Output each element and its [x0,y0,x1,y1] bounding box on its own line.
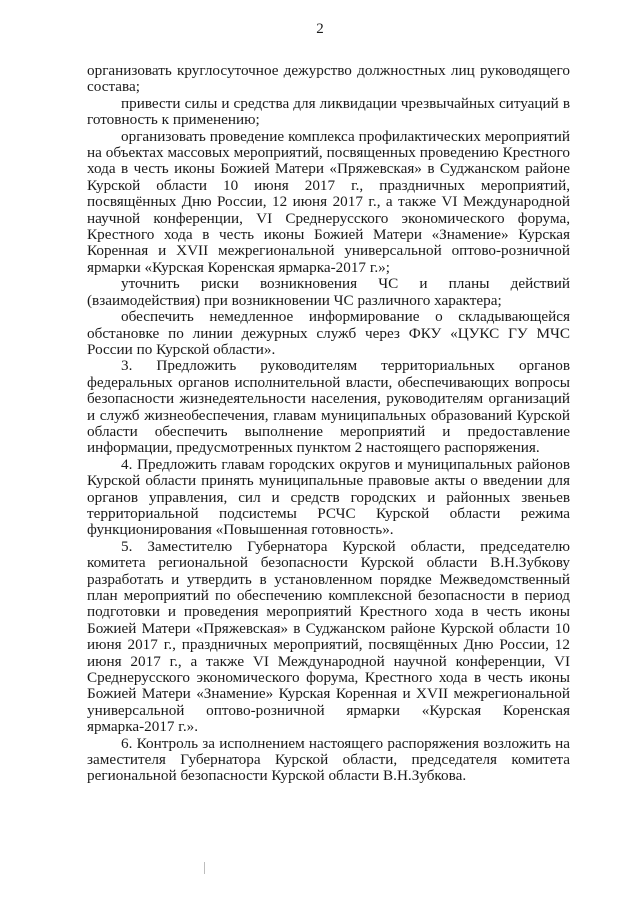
paragraph-forces-readiness: привести силы и средства для ликвидации чрезвычайных ситуаций в готовность к применению; [87,94,570,129]
document-body [87,63,570,785]
scan-artifact-mark [204,862,205,874]
paragraph-preventive-measures: организовать проведение комплекса профилактических мероприятий на объектах массовых мероприятий, посвященных проведению Крестного хода в честь иконы Божией Матери «Пряжевская» в Суджанском районе Курской области 10 июня 2017 г., праздничных мероприятий, посвящённых Дню России, 12 июня 2017 г., а также VI Международной научной конференции, VI Среднерусского экономического форума, Крестного хода в честь иконы Божией Матери «Знамение» Курская Коренная и XVII межрегиональной универсальной оптово-розничной ярмарки «Курская Коренская ярмарка-2017 г.»; [87,127,570,276]
paragraph-duty-organization: организовать круглосуточное дежурство должностных лиц руководящего состава; [87,62,570,96]
paragraph-immediate-informing: обеспечить немедленное информирование о складывающейся обстановке по линии дежурных служб через ФКУ «ЦУКС ГУ МЧС России по Курской области». [87,308,570,358]
paragraph-item-4: 4. Предложить главам городских округов и муниципальных районов Курской области принять муниципальные правовые акты о введении для органов управления, сил и средств городских и районных звеньев территориальной подсистемы РСЧС Курской области режима функционирования «Повышенная готовность». [87,455,570,539]
paragraph-item-5: 5. Заместителю Губернатора Курской области, председателю комитета региональной безопасности Курской области В.Н.Зубкову разработать и утвердить в установленном порядке Межведомственный план мероприятий по обеспечению комплексной безопасности в период подготовки и проведения мероприятий Крестного хода в честь иконы Божией Матери «Пряжевская» в Суджанском районе Курской области 10 июня 2017 г., праздничных мероприятий, посвящённых Дню России, 12 июня 2017 г., а также VI Международной научной конференции, VI Среднерусского экономического форума, Крестного хода в честь иконы Божией Матери «Знамение» Курская Коренная и XVII межрегиональной универсальной оптово-розничной ярмарки «Курская Коренская ярмарка-2017 г.». [87,537,570,736]
page-number: 2 [316,21,324,37]
paragraph-risk-clarification: уточнить риски возникновения ЧС и планы действий (взаимодействия) при возникновении ЧС различного характера; [87,275,570,309]
paragraph-item-3: 3. Предложить руководителям территориальных органов федеральных органов исполнительной власти, обеспечивающих вопросы безопасности жизнедеятельности населения, руководителям организаций и служб жизнеобеспечения, главам муниципальных образований Курской области обеспечить выполнение мероприятий и предоставление информации, предусмотренных пунктом 2 настоящего распоряжения. [87,357,570,457]
paragraph-item-6: 6. Контроль за исполнением настоящего распоряжения возложить на заместителя Губернатора Курской области, председателя комитета региональной безопасности Курской области В.Н.Зубкова. [87,734,570,785]
